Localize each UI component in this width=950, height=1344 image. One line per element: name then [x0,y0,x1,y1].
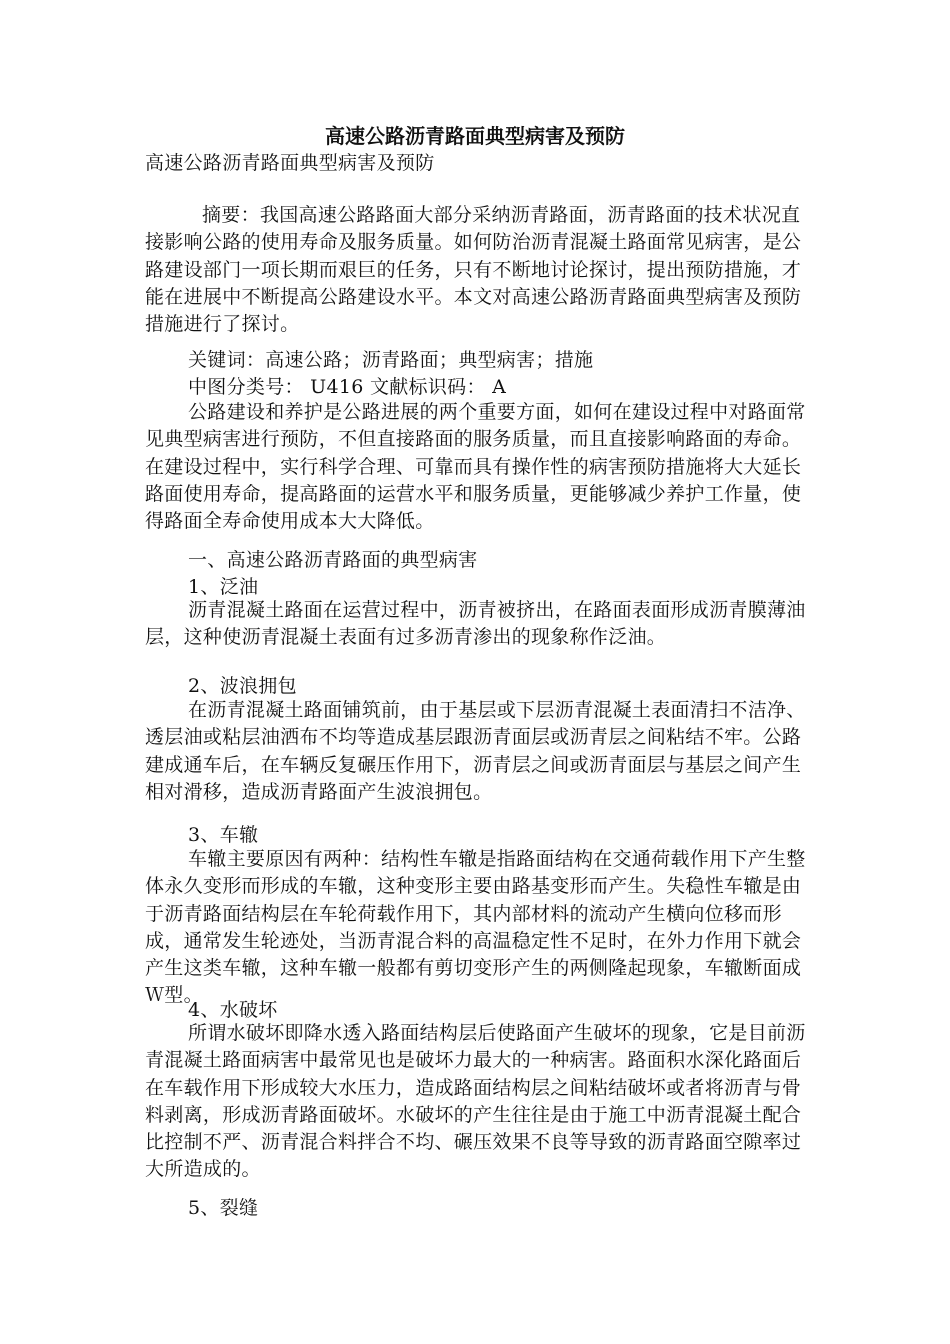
document-subtitle: 高速公路沥青路面典型病害及预防 [145,152,435,174]
subsection-body-1: 沥青混凝土路面在运营过程中，沥青被挤出，在路面表面形成沥青膜薄油层，这种使沥青混凝土表面有过多沥青渗出的现象称作泛油。 [145,599,806,649]
classification-line: 中图分类号： U416 文献标识码： A [188,376,507,398]
subsection-body-2: 在沥青混凝土路面铺筑前，由于基层或下层沥青混凝土表面清扫不洁净、透层油或粘层油洒布不均等造成基层跟沥青面层或沥青层之间粘结不牢。公路建成通车后，在车辆反复碾压作用下，沥青层之间或沥青面层与基层之间产生相对滑移，造成沥青路面产生波浪拥包。 [145,699,806,803]
subsection-heading-4: 4、水破坏 [188,999,278,1021]
subsection-heading-5: 5、裂缝 [188,1197,259,1219]
subsection-heading-2: 2、波浪拥包 [188,675,297,697]
intro-paragraph: 公路建设和养护是公路进展的两个重要方面，如何在建设过程中对路面常见典型病害进行预防，不但直接路面的服务质量，而且直接影响路面的寿命。在建设过程中，实行科学合理、可靠而具有操作性的病害预防措施将大大延长路面使用寿命，提高路面的运营水平和服务质量，更能够减少养护工作量，使得路面全寿命使用成本大大降低。 [145,401,806,533]
abstract-paragraph: 摘要：我国高速公路路面大部分采纳沥青路面，沥青路面的技术状况直接影响公路的使用寿命及服务质量。如何防治沥青混凝土路面常见病害，是公路建设部门一项长期而艰巨的任务，只有不断地讨论探讨，提出预防措施，才能在进展中不断提高公路建设水平。本文对高速公路沥青路面典型病害及预防措施进行了探讨。 [145,204,802,336]
section-heading: 一、高速公路沥青路面的典型病害 [188,549,478,571]
subsection-heading-1: 1、泛油 [188,576,259,598]
keywords-line: 关键词：高速公路；沥青路面；典型病害；措施 [188,349,594,371]
subsection-body-3: 车辙主要原因有两种：结构性车辙是指路面结构在交通荷载作用下产生整体永久变形而形成的车辙，这种变形主要由路基变形而产生。失稳性车辙是由于沥青路面结构层在车轮荷载作用下，其内部材料的流动产生横向位移而形成，通常发生轮迹处，当沥青混合料的高温稳定性不足时，在外力作用下就会产生这类车辙，这种车辙一般都有剪切变形产生的两侧隆起现象，车辙断面成Ｗ型。 [145,848,806,1007]
document-title: 高速公路沥青路面典型病害及预防 [325,124,625,148]
subsection-heading-3: 3、车辙 [188,824,259,846]
subsection-body-4: 所谓水破坏即降水透入路面结构层后使路面产生破坏的现象，它是目前沥青混凝土路面病害中最常见也是破坏力最大的一种病害。路面积水深化路面后在车载作用下形成较大水压力，造成路面结构层之间粘结破坏或者将沥青与骨料剥离，形成沥青路面破坏。水破坏的产生往往是由于施工中沥青混凝土配合比控制不严、沥青混合料拌合不均、碾压效果不良等导致的沥青路面空隙率过大所造成的。 [145,1022,806,1181]
